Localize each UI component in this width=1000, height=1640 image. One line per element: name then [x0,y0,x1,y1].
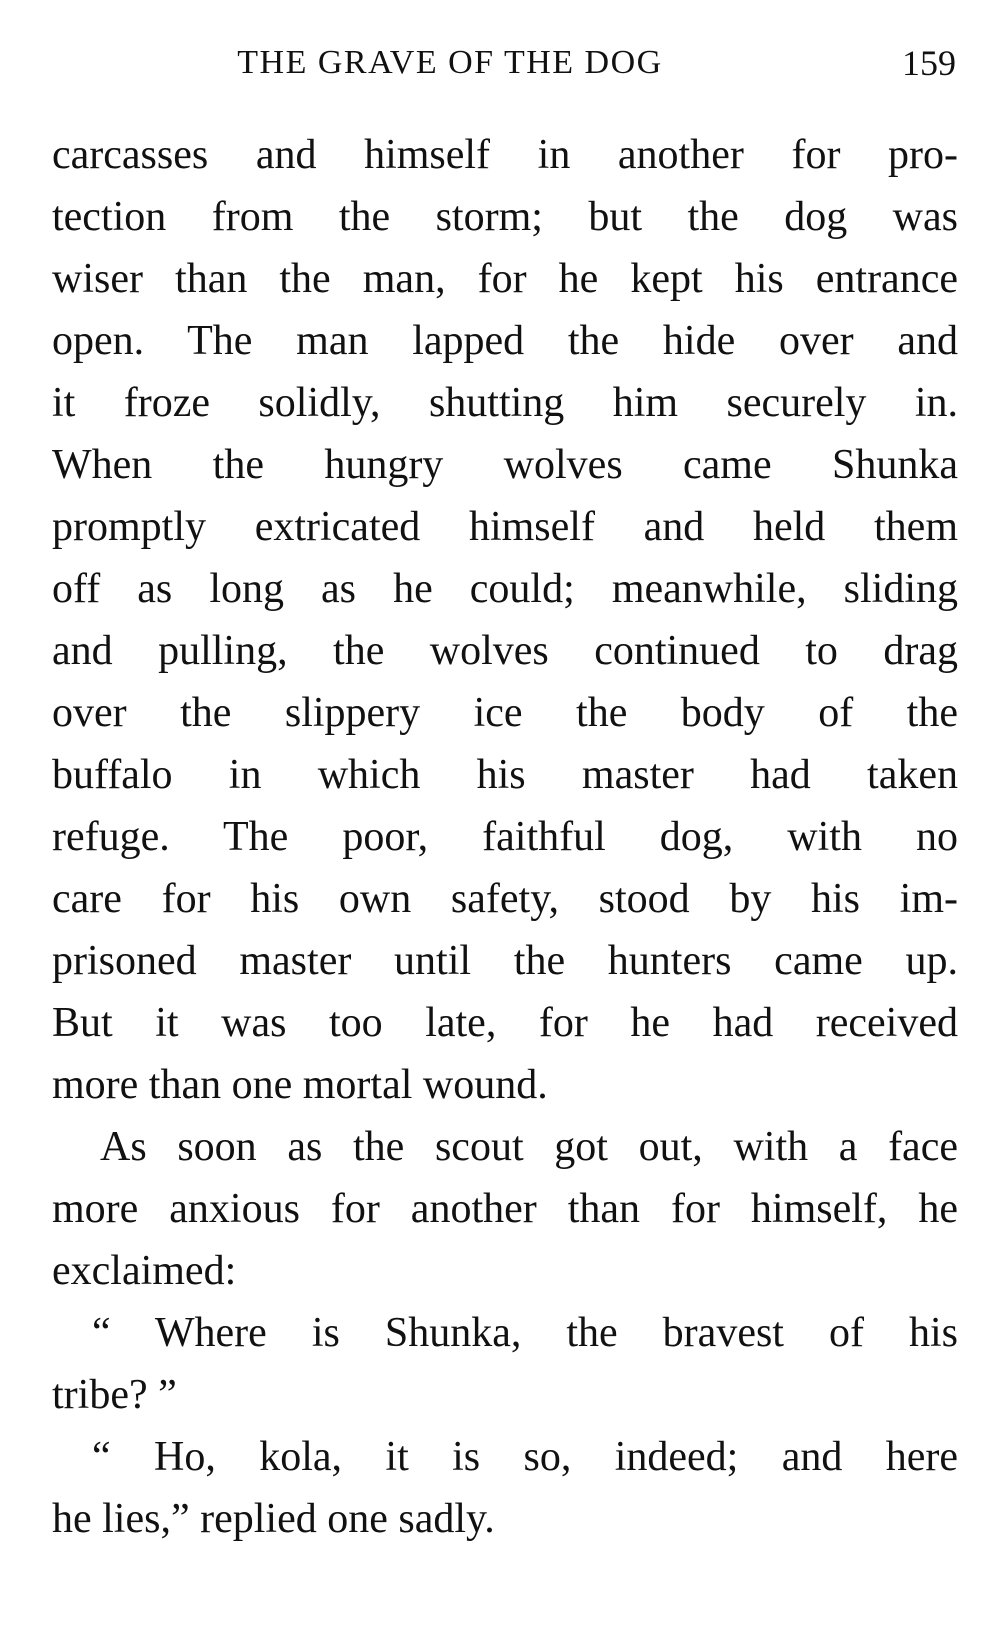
running-title: THE GRAVE OF THE DOG [237,44,663,81]
text-line: tection from the storm; but the dog was [52,194,958,240]
text-line: more anxious for another than for himself, he [52,1186,958,1232]
paragraph-3 [52,1302,958,1426]
text-line: open. The man lapped the hide over and [52,318,958,364]
paragraph-1 [52,124,958,1116]
text-line: wiser than the man, for he kept his entrance [52,256,958,302]
text-line: prisoned master until the hunters came up. [52,938,958,984]
text-line: tribe? ” [52,1372,177,1418]
page-number: 159 [902,43,956,83]
paragraph-2 [52,1116,958,1302]
text-line: it froze solidly, shutting him securely in. [52,380,958,426]
text-line: “ Ho, kola, it is so, indeed; and here [92,1434,958,1480]
text-line: care for his own safety, stood by his im- [52,876,958,922]
text-line: As soon as the scout got out, with a face [100,1124,958,1170]
paragraph-4 [52,1426,958,1550]
text-line: “ Where is Shunka, the bravest of his [92,1310,958,1356]
text-line: buffalo in which his master had taken [52,752,958,798]
text-line: off as long as he could; meanwhile, sliding [52,566,958,612]
text-line: over the slippery ice the body of the [52,690,958,736]
text-line: When the hungry wolves came Shunka [52,442,958,488]
text-line: promptly extricated himself and held them [52,504,958,550]
text-line: more than one mortal wound. [52,1062,548,1108]
body-text [52,124,958,1550]
text-line: carcasses and himself in another for pro- [52,132,958,178]
text-line: and pulling, the wolves continued to drag [52,628,958,674]
text-line: refuge. The poor, faithful dog, with no [52,814,958,860]
text-line: he lies,” replied one sadly. [52,1496,495,1542]
text-line: But it was too late, for he had received [52,1000,958,1046]
text-line: exclaimed: [52,1248,237,1294]
running-header [50,38,956,88]
